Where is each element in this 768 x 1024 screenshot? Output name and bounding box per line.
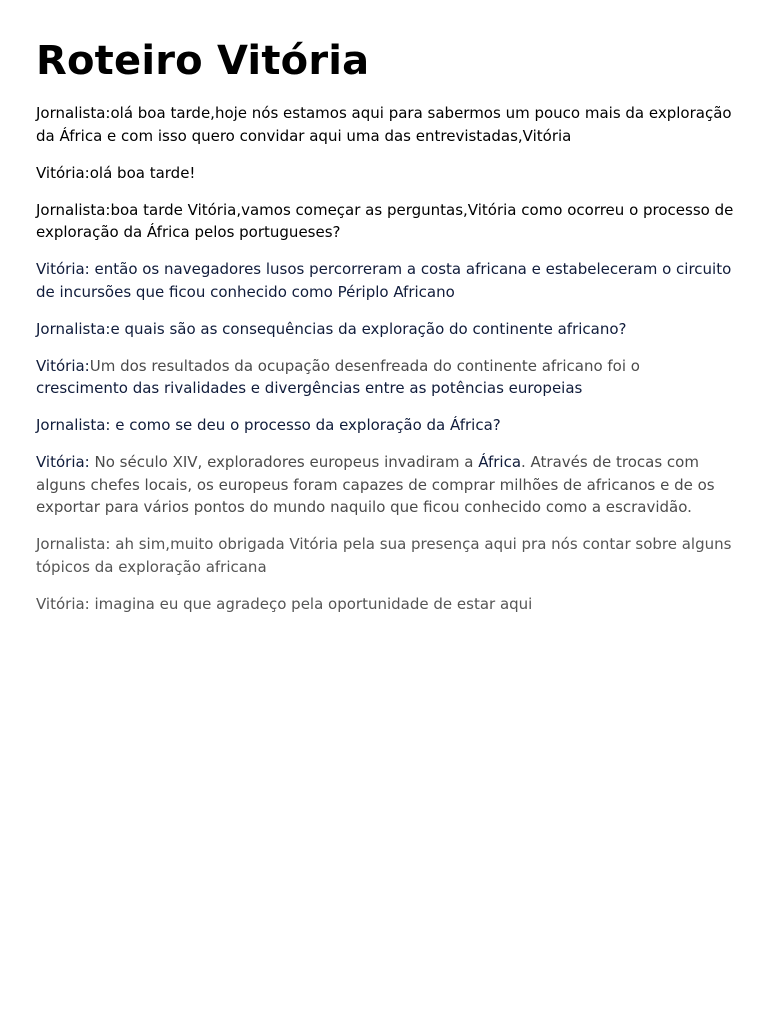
text-segment: No século XIV, exploradores europeus invadiram a xyxy=(89,453,479,471)
paragraph-2 xyxy=(36,162,736,185)
text-segment: Vitória:olá boa tarde! xyxy=(36,163,196,182)
paragraph-8 xyxy=(36,451,736,519)
text-segment: crescimento das rivalidades e divergências entre as potências europeias xyxy=(36,379,583,397)
paragraph-1 xyxy=(36,102,736,147)
text-segment: Jornalista:e quais são as consequências da exploração do continente africano? xyxy=(36,319,627,338)
paragraph-9 xyxy=(36,533,736,578)
paragraph-10 xyxy=(36,593,736,616)
text-segment: Jornalista: e como se deu o processo da exploração da África? xyxy=(36,416,501,434)
paragraph-4 xyxy=(36,258,736,303)
text-segment: Vitória: imagina eu que agradeço pela oportunidade de estar aqui xyxy=(36,594,533,613)
text-segment: Jornalista:olá boa tarde,hoje nós estamos aqui para sabermos um pouco mais da exploração da África e com isso quero convidar aqui uma das entrevistadas,Vitória xyxy=(36,104,732,145)
text-segment: Vitória: então os navegadores lusos percorreram a costa africana e estabeleceram o circuito de incursões que ficou conhecido como Périplo Africano xyxy=(36,260,732,301)
paragraph-5 xyxy=(36,318,736,341)
document-title: Roteiro Vitória xyxy=(36,38,370,84)
text-segment: Jornalista:boa tarde Vitória,vamos começar as perguntas,Vitória como ocorreu o processo de exploração da África pelos portugueses? xyxy=(36,200,734,241)
paragraph-7 xyxy=(36,414,736,437)
speaker-label: Vitória: xyxy=(36,453,90,471)
text-segment: Jornalista: ah sim,muito obrigada Vitória pela sua presença aqui pra nós contar sobre alguns tópicos da exploração africana xyxy=(36,535,732,576)
text-segment: Um dos resultados da ocupação desenfreada do continente africano foi o xyxy=(89,356,640,375)
document-page xyxy=(36,38,736,630)
speaker-label: Vitória: xyxy=(36,356,90,375)
text-segment: . Através de trocas com alguns chefes locais, os europeus foram capazes de comprar milhões de africanos e de os exportar para vários pontos do mundo naquilo que ficou conhecido como a escravidão. xyxy=(36,453,715,516)
text-segment: África xyxy=(478,453,522,471)
paragraph-6 xyxy=(36,355,736,400)
paragraph-3 xyxy=(36,199,736,244)
